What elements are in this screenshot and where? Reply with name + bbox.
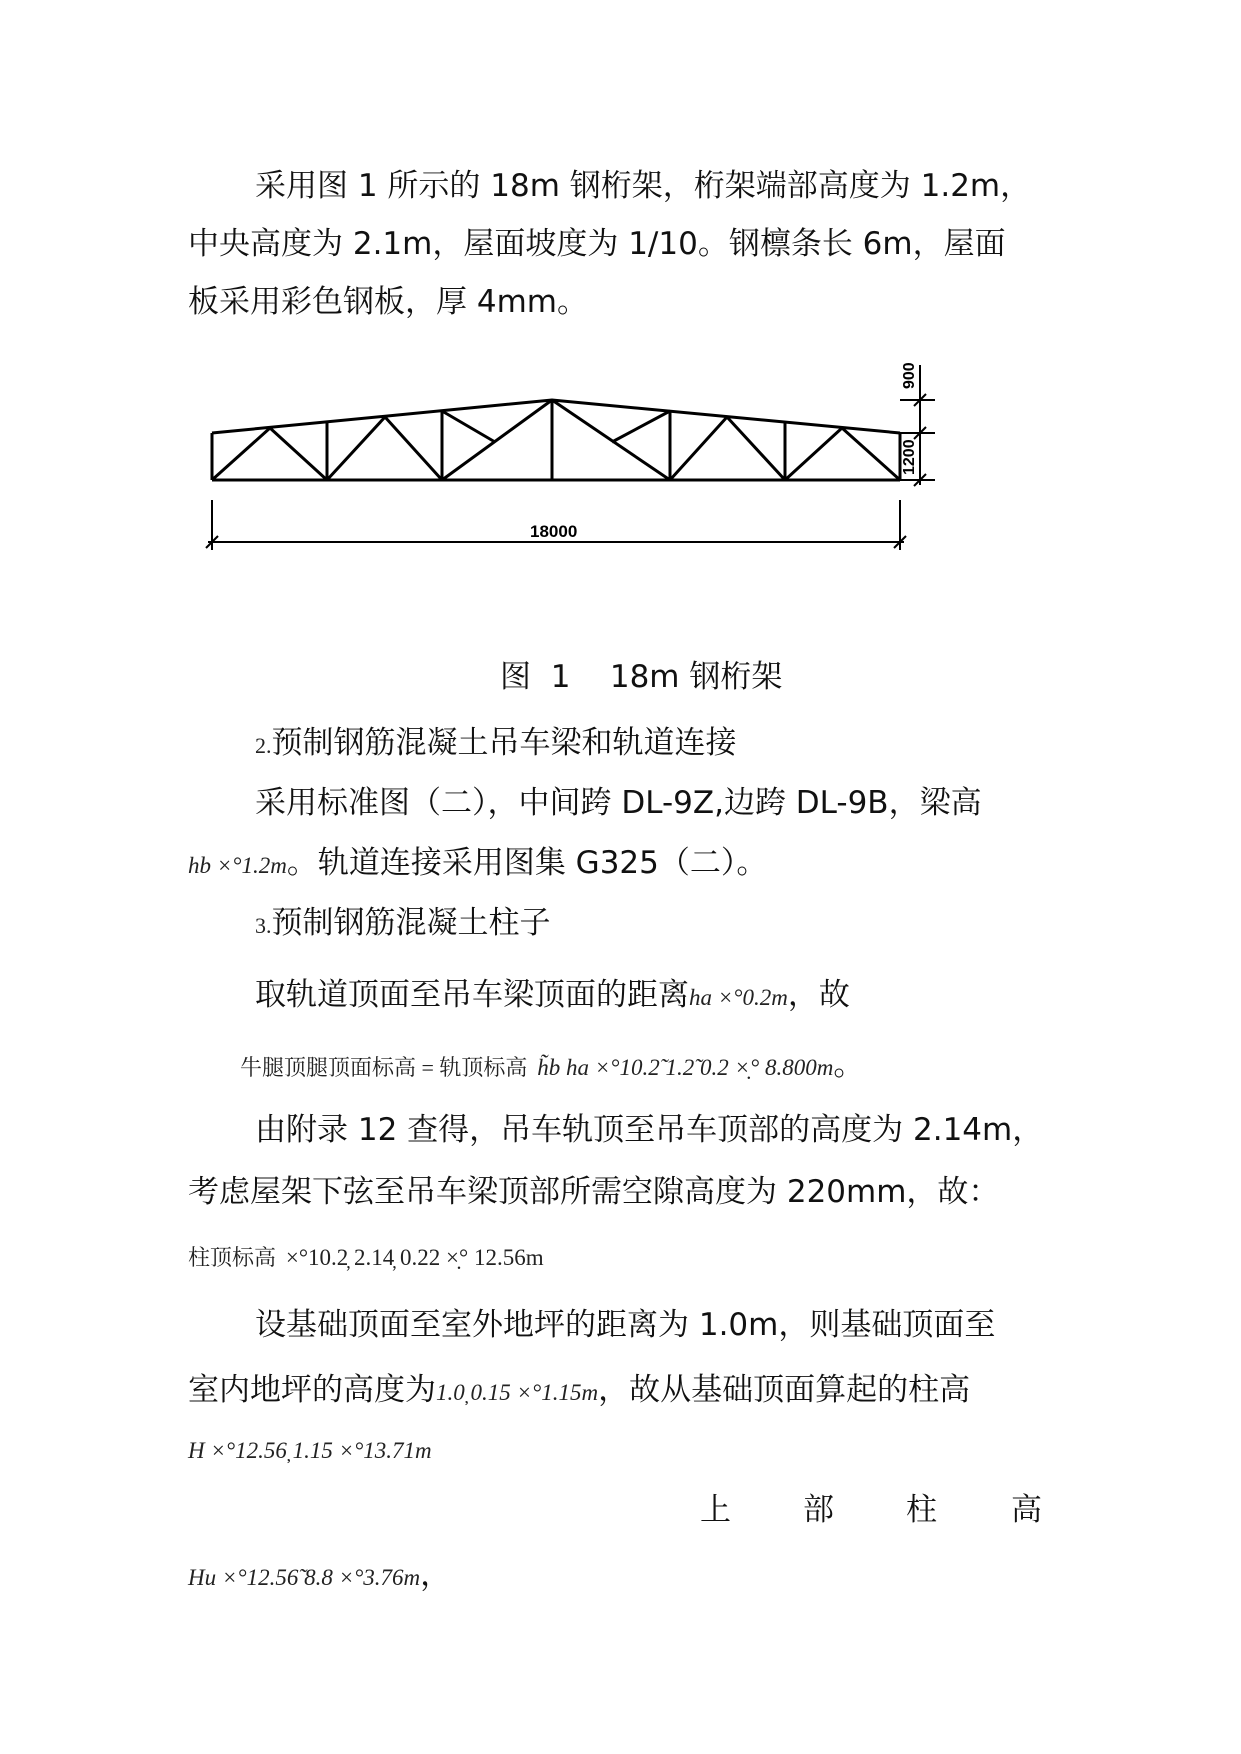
upper-column-height-line [188, 1555, 451, 1598]
section3-line4: 设基础顶面至室外地坪的距离为 1.0m，则基础顶面至 [255, 1307, 996, 1343]
section2-heading [255, 723, 737, 766]
section3-line5-text: 室内地坪的高度为 [188, 1372, 436, 1408]
upper-column-height-end: ， [420, 1557, 452, 1593]
section3-line2: 由附录 12 查得，吊车轨顶至吊车顶部的高度为 2.14m， [255, 1112, 1044, 1148]
truss-diagram [200, 362, 960, 655]
top-chord [212, 400, 900, 433]
bracket-elevation-end: 。 [833, 1047, 865, 1083]
section3-line1 [255, 975, 850, 1018]
upper-column-height-formula: Hu ×°12.56̃ 8.8 ×°3.76m [188, 1565, 421, 1590]
section2-title: 预制钢筋混凝土吊车梁和轨道连接 [271, 725, 737, 761]
section3-title: 预制钢筋混凝土柱子 [271, 905, 551, 941]
bracket-elevation-label: 牛腿顶腿顶面标高 = 轨顶标高 [240, 1055, 528, 1080]
column-height-formula: H ×°12.56̦ 1.15 ×°13.71m [188, 1438, 432, 1463]
dimension-end-label: 1200 [901, 439, 918, 475]
dimension-top-label: 900 [901, 362, 918, 389]
column-top-elevation-line [188, 1235, 544, 1278]
para1-line1: 采用图 1 所示的 18m 钢桁架，桁架端部高度为 1.2m， [255, 168, 1032, 204]
section3-line5 [188, 1370, 970, 1413]
section2-line1: 采用标准图（二），中间跨 DL-9Z,边跨 DL-9B，梁高 [255, 785, 982, 821]
upper-word-3: 柱 [906, 1492, 937, 1528]
column-top-formula: ×°10.2̦ 2.14̦ 0.22 ×̣° 12.56m [285, 1245, 544, 1270]
section3-line3: 考虑屋架下弦至吊车梁顶部所需空隙高度为 220mm，故： [188, 1174, 1000, 1210]
bracket-elevation-line [240, 1045, 864, 1088]
floor-height-formula: 1.0̦ 0.15 ×°1.15m [436, 1380, 599, 1405]
section3-line1-end: ，故 [787, 977, 850, 1013]
section3-line1-text: 取轨道顶面至吊车梁顶面的距离 [255, 977, 689, 1013]
upper-word-4: 高 [1011, 1492, 1042, 1528]
section2-line2-text: 。轨道连接采用图集 G325（二）。 [286, 845, 768, 881]
section3-line5-end: ，故从基础顶面算起的柱高 [598, 1372, 971, 1408]
bracket-elevation-formula: h̃b ha ×°10.2̃ 1.2̃ 0.2 ×̣° 8.800m [537, 1055, 834, 1080]
section3-heading [255, 903, 551, 946]
hb-formula: hb ×°1.2m [188, 853, 287, 878]
upper-word-1: 上 [700, 1492, 731, 1528]
upper-word-2: 部 [803, 1492, 834, 1528]
section2-number: 2. [255, 733, 272, 758]
figure-caption: 图 1 18m 钢桁架 [500, 659, 783, 695]
para1-line3: 板采用彩色钢板，厚 4mm。 [188, 284, 588, 320]
para1-line2: 中央高度为 2.1m，屋面坡度为 1/10。钢檩条长 6m，屋面 [188, 226, 1006, 262]
dimension-total-label: 18000 [530, 522, 578, 541]
ha-formula: ha ×°0.2m [689, 985, 788, 1010]
section3-number: 3. [255, 913, 272, 938]
column-height-line [188, 1428, 432, 1471]
column-top-label: 柱顶标高 [188, 1245, 277, 1270]
section2-line2 [188, 843, 767, 886]
